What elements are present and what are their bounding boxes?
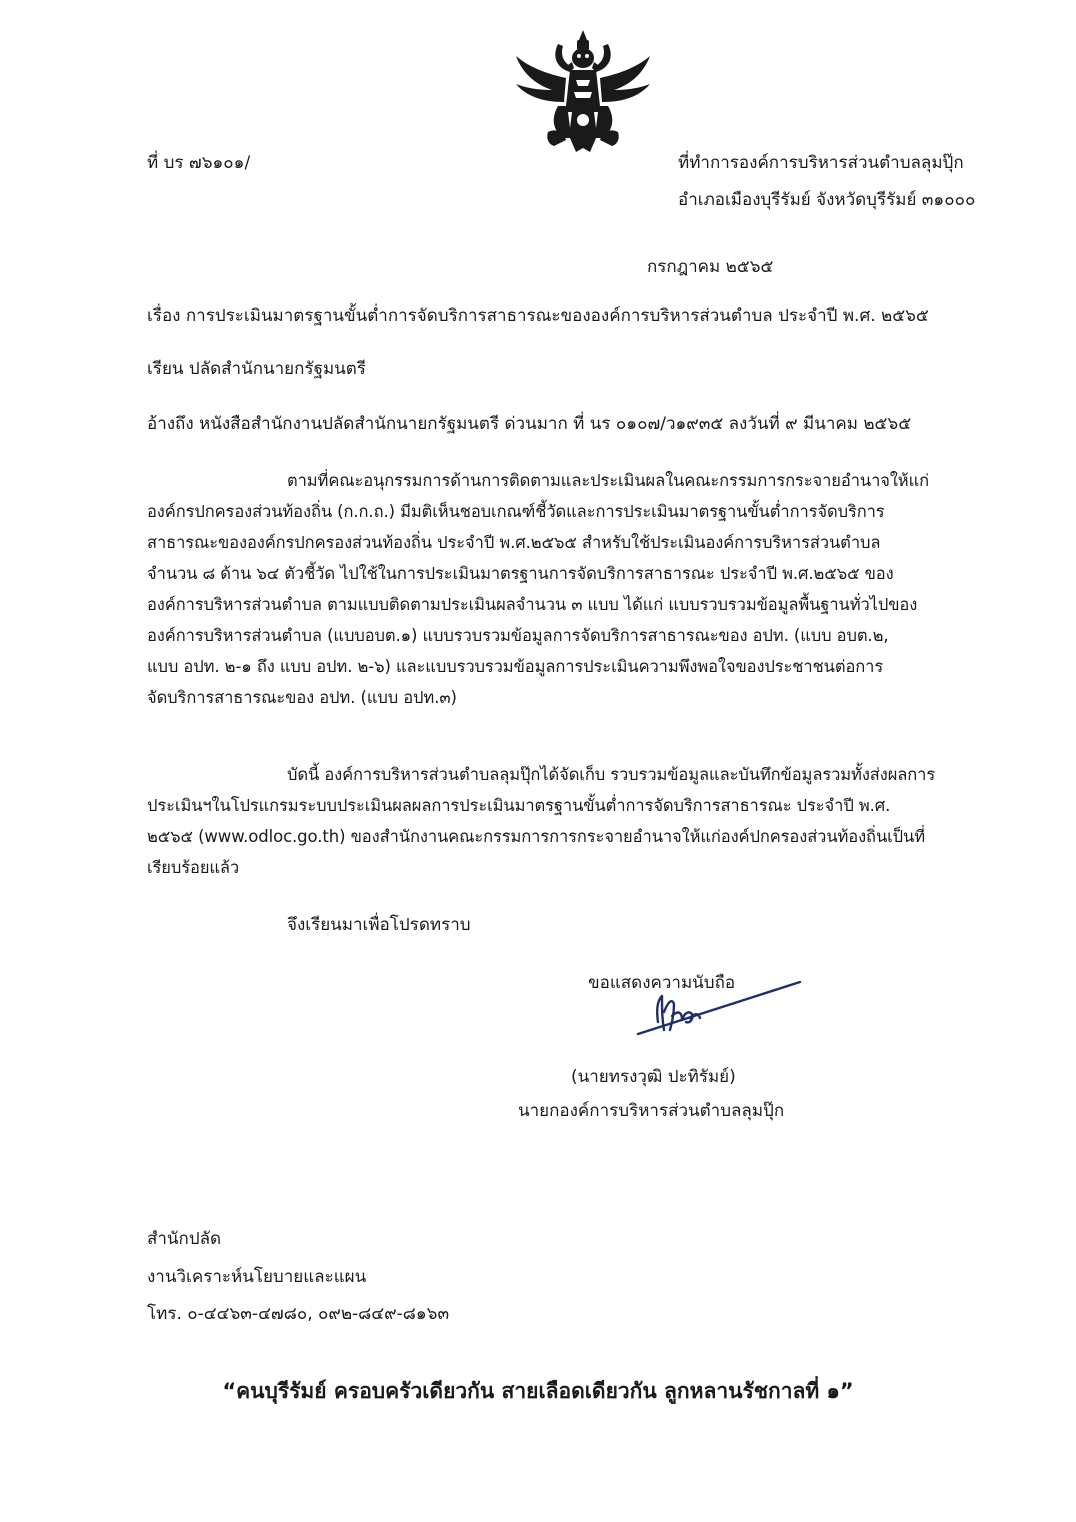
footer-department: สำนักปลัด <box>147 1229 222 1249</box>
paragraph-line: องค์การบริหารส่วนตำบล ตามแบบติดตามประเมินผลจำนวน ๓ แบบ ได้แก่ แบบรวบรวมข้อมูลพื้นฐานทั่วไปของ <box>147 595 918 614</box>
body-paragraph-1 <box>147 465 929 713</box>
paragraph-line: ๒๕๖๕ (www.odloc.go.th) ของสำนักงานคณะกรรมการการกระจายอำนาจให้แก่องค์ปกครองส่วนท้องถิ่นเป็นที่ <box>147 827 925 846</box>
signatory-title: นายกองค์การบริหารส่วนตำบลลุมปุ๊ก <box>518 1101 785 1121</box>
subject-line: เรื่อง การประเมินมาตรฐานขั้นต่ำการจัดบริการสาธารณะขององค์การบริหารส่วนตำบล ประจำปี พ.ศ. ๒๕๖๕ <box>147 306 929 326</box>
reference-number: ที่ บร ๗๖๑๐๑/ <box>147 153 251 173</box>
paragraph-line: ตามที่คณะอนุกรรมการด้านการติดตามและประเมินผลในคณะกรรมการกระจายอำนาจให้แก่ <box>287 471 929 490</box>
office-address-line1: ที่ทำการองค์การบริหารส่วนตำบลลุมปุ๊ก <box>678 153 964 173</box>
paragraph-line: เรียบร้อยแล้ว <box>147 858 240 877</box>
paragraph-line: สาธารณะขององค์กรปกครองส่วนท้องถิ่น ประจำปี พ.ศ.๒๕๖๕ สำหรับใช้ประเมินองค์การบริหารส่วนตำบล <box>147 533 881 552</box>
paragraph-line: องค์กรปกครองส่วนท้องถิ่น (ก.ก.ถ.) มีมติเห็นชอบเกณฑ์ชี้วัดและการประเมินมาตรฐานขั้นต่ำการจัดบริการ <box>147 502 885 521</box>
letter-date: กรกฎาคม ๒๕๖๕ <box>647 257 774 277</box>
handwritten-signature-icon <box>628 978 804 1048</box>
paragraph-line: จัดบริการสาธารณะของ อปท. (แบบ อปท.๓) <box>147 688 457 707</box>
footer-section: งานวิเคราะห์นโยบายและแผน <box>147 1267 367 1287</box>
body-paragraph-2 <box>147 759 935 883</box>
signatory-name: (นายทรงวุฒิ ปะทิรัมย์) <box>571 1067 736 1087</box>
paragraph-line: ประเมินฯในโปรแกรมระบบประเมินผลผลการประเมินมาตรฐานขั้นต่ำการจัดบริการสาธารณะ ประจำปี พ.ศ. <box>147 796 891 815</box>
paragraph-line: แบบ อปท. ๒-๑ ถึง แบบ อปท. ๒-๖) และแบบรวบรวมข้อมูลการประเมินความพึงพอใจของประชาชนต่อการ <box>147 657 884 676</box>
garuda-emblem-icon <box>508 28 658 156</box>
signature-closing: ขอแสดงความนับถือ <box>588 973 736 993</box>
closing-request: จึงเรียนมาเพื่อโปรดทราบ <box>287 915 471 935</box>
paragraph-line: จำนวน ๘ ด้าน ๖๔ ตัวชี้วัด ไปใช้ในการประเมินมาตรฐานการจัดบริการสาธารณะ ประจำปี พ.ศ.๒๕๖๕ ของ <box>147 564 894 583</box>
office-address-line2: อำเภอเมืองบุรีรัมย์ จังหวัดบุรีรัมย์ ๓๑๐๐๐ <box>678 190 976 210</box>
recipient-line: เรียน ปลัดสำนักนายกรัฐมนตรี <box>147 359 366 379</box>
paragraph-line: องค์การบริหารส่วนตำบล (แบบอบต.๑) แบบรวบรวมข้อมูลการจัดบริการสาธารณะของ อปท. (แบบ อบต.๒, <box>147 626 889 645</box>
reference-line: อ้างถึง หนังสือสำนักงานปลัดสำนักนายกรัฐมนตรี ด่วนมาก ที่ นร ๐๑๐๗/ว๑๙๓๕ ลงวันที่ ๙ มีนาคม ๒๕๖๕ <box>147 414 912 434</box>
footer-phone: โทร. ๐-๔๔๖๓-๔๗๘๐, ๐๙๒-๘๔๙-๘๑๖๓ <box>147 1304 450 1324</box>
paragraph-line: บัดนี้ องค์การบริหารส่วนตำบลลุมปุ๊กได้จัดเก็บ รวบรวมข้อมูลและบันทึกข้อมูลรวมทั้งส่งผลการ <box>287 765 936 784</box>
motto: “คนบุรีรัมย์ ครอบครัวเดียวกัน สายเลือดเดียวกัน ลูกหลานรัชกาลที่ ๑” <box>222 1379 854 1403</box>
